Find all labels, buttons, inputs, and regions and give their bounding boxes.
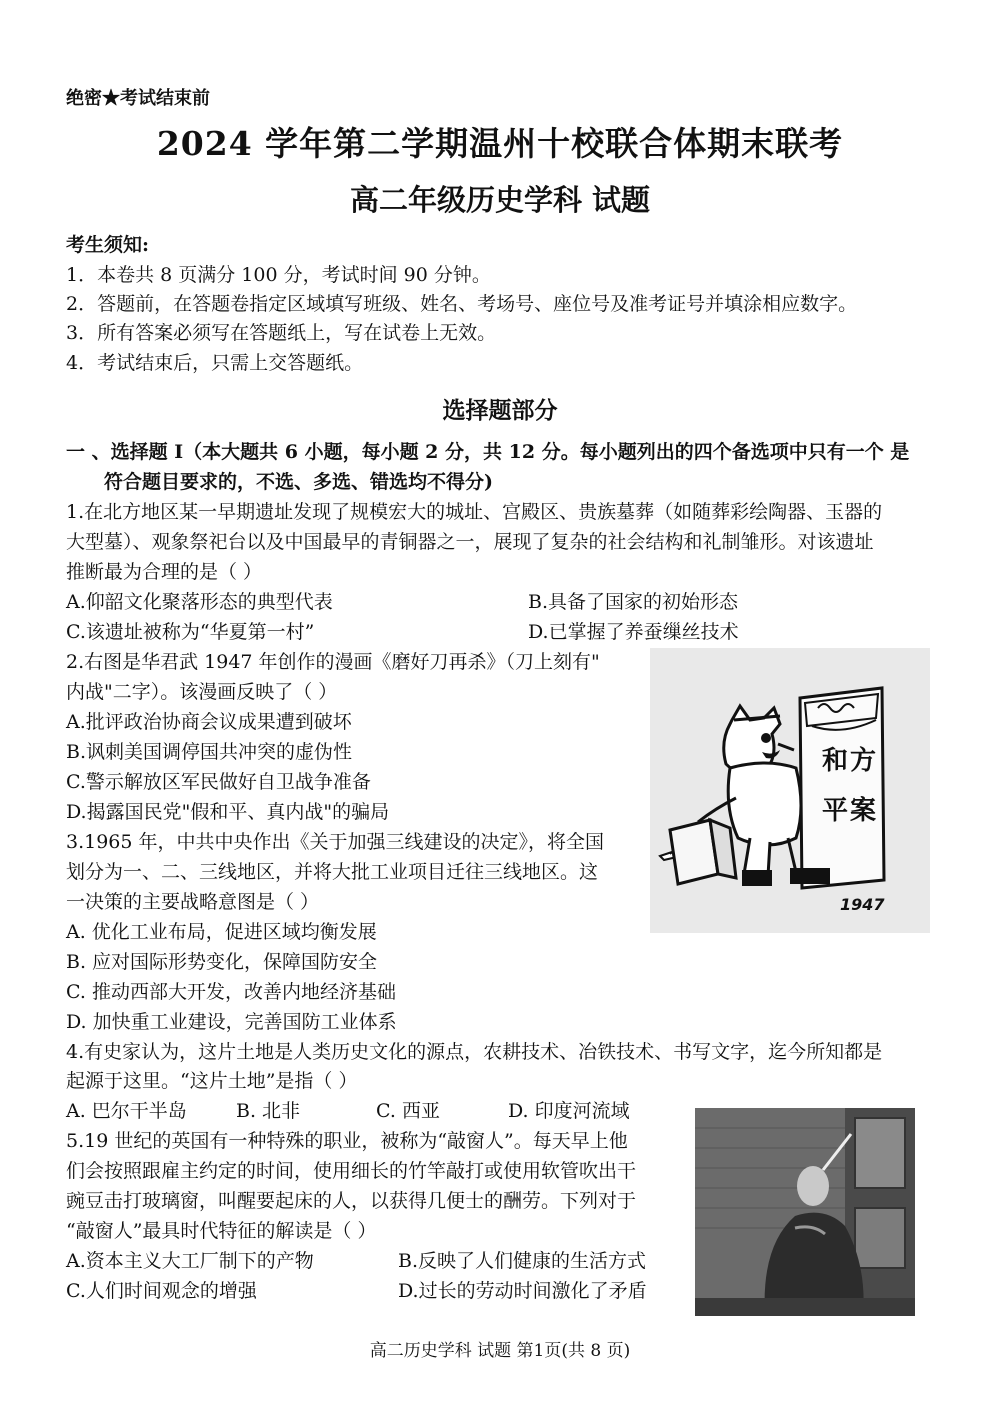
question-5-stem: 豌豆击打玻璃窗，叫醒要起床的人，以获得几便士的酬劳。下列对于 [66, 1190, 637, 1212]
question-3-stem: 一决策的主要战略意图是（ ） [66, 891, 320, 913]
notice-item: 1．本卷共 8 页满分 100 分，考试时间 90 分钟。 [66, 264, 491, 286]
part-instructions: 一 、选择题 I（本大题共 6 小题，每小题 2 分，共 12 分。每小题列出的四个备选项中只有一个 是 [66, 441, 910, 463]
confidential-mark: 绝密★考试结束前 [66, 88, 210, 109]
page-footer: 高二历史学科 试题 第1页(共 8 页) [369, 1341, 631, 1361]
question-1-stem: 推断最为合理的是（ ） [66, 561, 263, 583]
question-1-option-c: C.该遗址被称为“华夏第一村” [66, 621, 315, 643]
section-title: 选择题部分 [442, 397, 558, 424]
question-2-option-b: B.讽刺美国调停国共冲突的虚伪性 [66, 741, 353, 763]
question-1-option-a: A.仰韶文化聚落形态的典型代表 [66, 591, 333, 613]
question-1-option-d: D.已掌握了养蚕缫丝技术 [528, 621, 739, 643]
question-3-option-c: C. 推动西部大开发，改善内地经济基础 [66, 981, 396, 1003]
question-2-stem: 内战"二字）。该漫画反映了（ ） [66, 681, 338, 703]
question-3-option-a: A. 优化工业布局，促进区域均衡发展 [66, 921, 377, 943]
question-3-option-b: B. 应对国际形势变化，保障国防安全 [66, 951, 378, 973]
notice-item: 4．考试结束后，只需上交答题纸。 [66, 352, 364, 374]
photo-drawing [695, 1108, 915, 1316]
question-1-stem: 1.在北方地区某一早期遗址发现了规模宏大的城址、宫殿区、贵族墓葬（如随葬彩绘陶器、玉器的 [66, 501, 883, 523]
question-5-option-b: B.反映了人们健康的生活方式 [398, 1250, 647, 1272]
notice-item: 2．答题前，在答题卷指定区域填写班级、姓名、考场号、座位号及准考证号并填涂相应数字。 [66, 293, 858, 315]
question-1-option-b: B.具备了国家的初始形态 [528, 591, 739, 613]
question-4-option-d: D. 印度河流域 [508, 1100, 630, 1122]
question-2-option-c: C.警示解放区军民做好自卫战争准备 [66, 771, 371, 793]
question-4-option-c: C. 西亚 [376, 1100, 440, 1122]
question-4-option-b: B. 北非 [236, 1100, 301, 1122]
question-4-stem: 4.有史家认为，这片土地是人类历史文化的源点，农耕技术、冶铁技术、书写文字，迄今所知都是 [66, 1041, 883, 1063]
question-5-stem: “敲窗人”最具时代特征的解读是（ ） [66, 1220, 377, 1242]
question-5-option-d: D.过长的劳动时间激化了矛盾 [398, 1280, 647, 1302]
question-2-option-d: D.揭露国民党"假和平、真内战"的骗局 [66, 801, 390, 823]
question-3-stem: 3.1965 年，中共中央作出《关于加强三线建设的决定》，将全国 [66, 831, 605, 853]
cartoon-sign-text: 和方 [822, 746, 879, 776]
cartoon-year: 1947 [840, 895, 885, 914]
question-5-option-a: A.资本主义大工厂制下的产物 [66, 1250, 314, 1272]
question-5-stem: 们会按照跟雇主约定的时间，使用细长的竹竿敲打或使用软管吹出干 [66, 1160, 637, 1182]
question-4-option-a: A. 巴尔干半岛 [66, 1100, 187, 1122]
question-1-stem: 大型墓）、观象祭祀台以及中国最早的青铜器之一，展现了复杂的社会结构和礼制雏形。对该遗址 [66, 531, 874, 553]
question-3-stem: 划分为一、二、三线地区，并将大批工业项目迁往三线地区。这 [66, 861, 599, 883]
exam-title: 2024 学年第二学期温州十校联合体期末联考 [156, 124, 844, 163]
knocker-up-photo [695, 1108, 915, 1316]
question-5-option-c: C.人们时间观念的增强 [66, 1280, 257, 1302]
part-instructions: 符合题目要求的，不选、多选、错选均不得分) [104, 471, 493, 493]
question-2-option-a: A.批评政治协商会议成果遭到破坏 [66, 711, 352, 733]
notice-heading: 考生须知: [66, 234, 150, 256]
question-3-option-d: D. 加快重工业建设，完善国防工业体系 [66, 1011, 397, 1033]
question-2-stem: 2.右图是华君武 1947 年创作的漫画《磨好刀再杀》（刀上刻有" [66, 651, 600, 673]
question-5-stem: 5.19 世纪的英国有一种特殊的职业，被称为“敲窗人”。每天早上他 [66, 1130, 628, 1152]
cartoon-image [650, 648, 930, 933]
cartoon-sign-text: 平案 [822, 796, 879, 826]
exam-subtitle: 高二年级历史学科 试题 [349, 183, 651, 217]
cartoon-drawing [650, 648, 930, 933]
question-4-stem: 起源于这里。“这片土地”是指（ ） [66, 1070, 358, 1092]
notice-item: 3．所有答案必须写在答题纸上，写在试卷上无效。 [66, 322, 497, 344]
